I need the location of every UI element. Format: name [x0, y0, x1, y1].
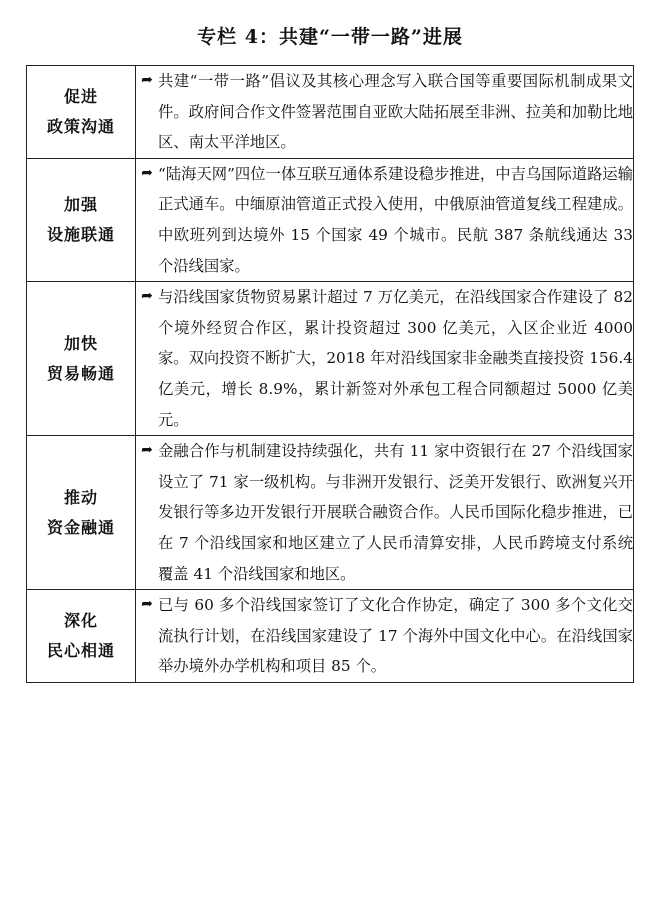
table-row: [27, 158, 634, 281]
row-content: [136, 66, 634, 159]
arrow-bullet-icon: ➦: [141, 72, 153, 88]
row-content: [136, 436, 634, 590]
row-label: [27, 158, 136, 281]
row-label: [27, 282, 136, 436]
table-row: [27, 590, 634, 683]
row-paragraph: 与沿线国家货物贸易累计超过 7 万亿美元，在沿线国家合作建设了 82 个境外经贸合作区，累计投资超过 300 亿美元，入区企业近 4000 家。双向投资不断扩大，2018 年对沿线国家非金融类直接投资 156.4 亿美元，增长 8.9%，累计新签对外承包工程合同额超过 5000 亿美元。: [158, 288, 633, 429]
row-label-line: 民心相通: [46, 640, 115, 660]
arrow-bullet-icon: ➦: [141, 442, 153, 459]
row-content: [136, 158, 634, 281]
page-title: 专栏 4：共建“一带一路”进展: [197, 26, 463, 48]
arrow-bullet-icon: ➦: [141, 596, 153, 613]
row-content: [136, 282, 634, 436]
table-row: [27, 66, 634, 159]
table-row: [27, 282, 634, 436]
row-label-line: 加强: [63, 195, 98, 215]
row-label-line: 促进: [63, 87, 98, 107]
row-paragraph: 共建“一带一路”倡议及其核心理念写入联合国等重要国际机制成果文件。政府间合作文件签署范围自亚欧大陆拓展至非洲、拉美和加勒比地区、南太平洋地区。: [158, 72, 633, 152]
row-content: [136, 590, 634, 683]
arrow-bullet-icon: ➦: [141, 288, 153, 305]
row-label-line: 推动: [63, 488, 98, 508]
row-label-line: 设施联通: [46, 224, 115, 244]
row-label-line: 政策沟通: [46, 116, 115, 136]
row-label-line: 贸易畅通: [46, 363, 115, 383]
row-paragraph: 金融合作与机制建设持续强化，共有 11 家中资银行在 27 个沿线国家设立了 71 家一级机构。与非洲开发银行、泛美开发银行、欧洲复兴开发银行等多边开发银行开展联合融资合作。人民币国际化稳步推进，已在 7 个沿线国家和地区建立了人民币清算安排，人民币跨境支付系统覆盖 41 个沿线国家和地区。: [158, 442, 633, 583]
table-row: [27, 436, 634, 590]
row-paragraph: “陆海天网”四位一体互联互通体系建设稳步推进，中吉乌国际道路运输正式通车。中缅原油管道正式投入使用，中俄原油管道复线工程建成。中欧班列到达境外 15 个国家 49 个城市。民航 387 条航线通达 33 个沿线国家。: [158, 164, 633, 275]
box-table: [26, 65, 634, 683]
row-label-line: 资金融通: [46, 517, 115, 537]
row-label: [27, 66, 136, 159]
row-label: [27, 436, 136, 590]
arrow-bullet-icon: ➦: [141, 164, 153, 181]
row-label-line: 加快: [63, 334, 98, 354]
document-page: [0, 22, 660, 922]
row-label-line: 深化: [63, 611, 98, 631]
row-label: [27, 590, 136, 683]
row-paragraph: 已与 60 多个沿线国家签订了文化合作协定，确定了 300 多个文化交流执行计划，在沿线国家建设了 17 个海外中国文化中心。在沿线国家举办境外办学机构和项目 85 个。: [158, 596, 633, 676]
